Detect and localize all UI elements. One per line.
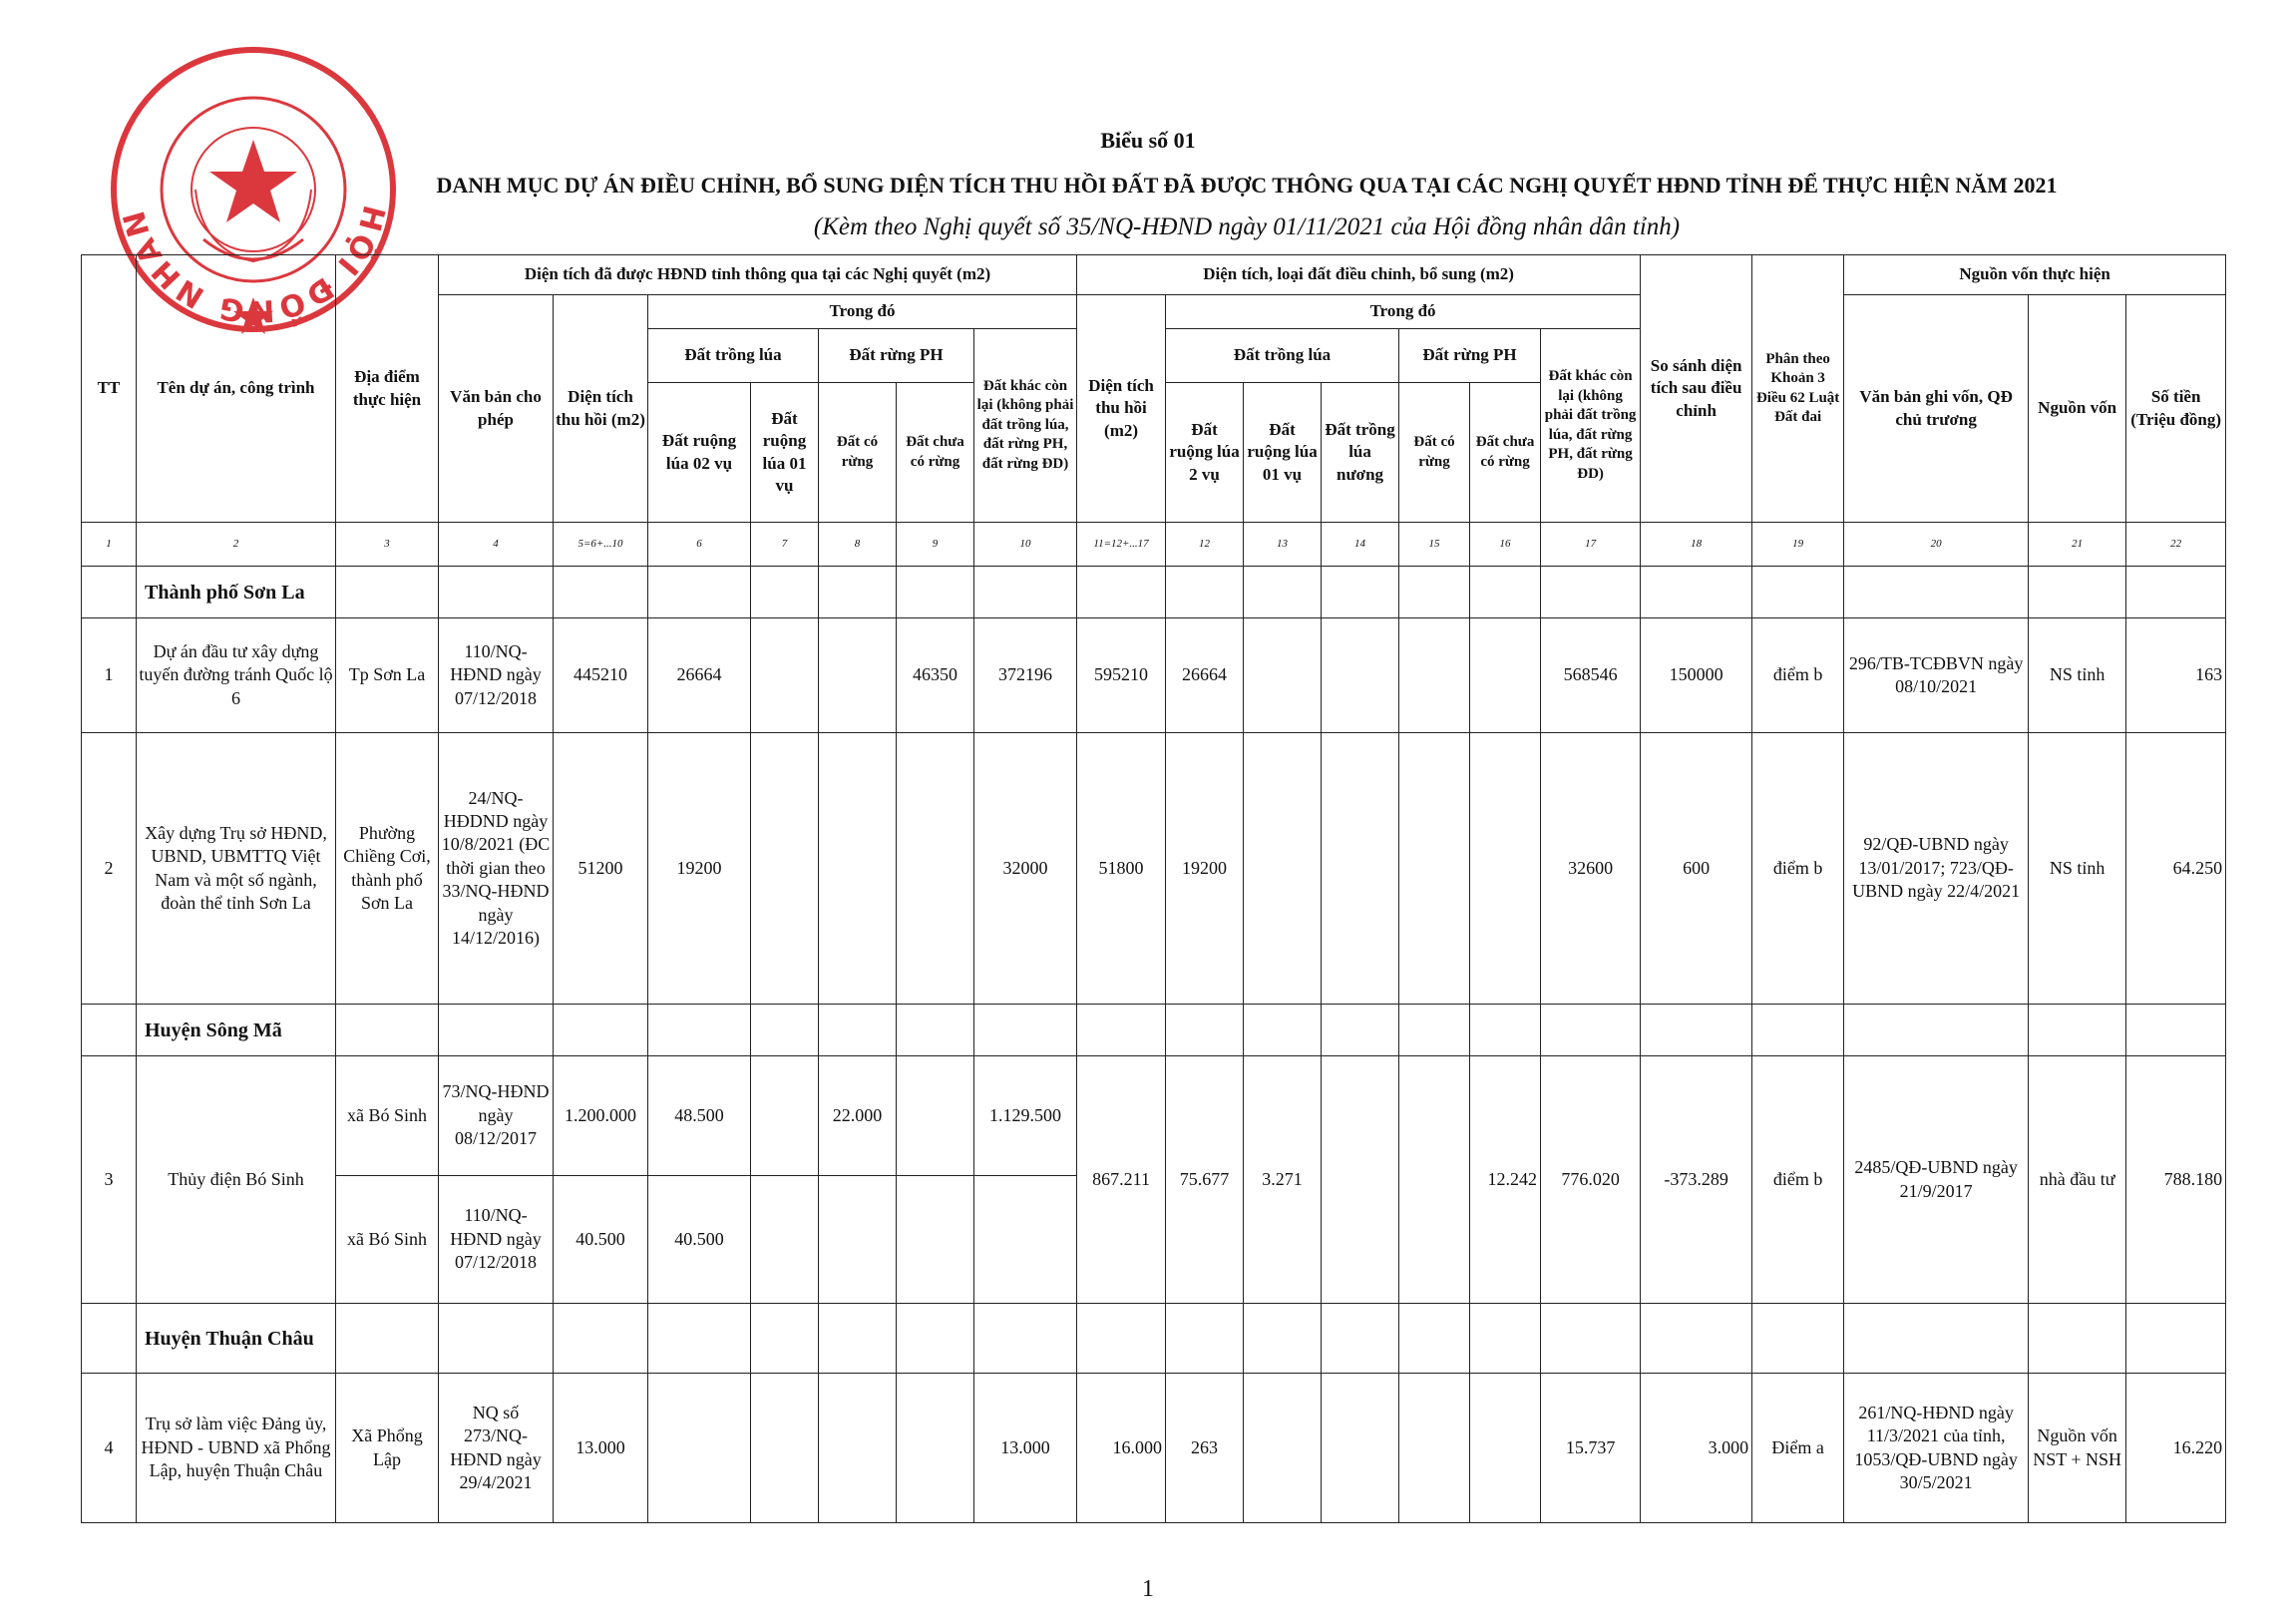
col-capital-source: Nguồn vốn (2029, 295, 2126, 523)
rice1b-cell: 3.271 (1244, 1056, 1322, 1304)
col-num: 1 (82, 523, 137, 567)
rice1-cell (751, 618, 819, 733)
upland-cell (1322, 733, 1399, 1005)
col-area2: Diện tích thu hồi (m2) (1077, 295, 1166, 523)
col-amount: Số tiền (Triệu đồng) (2126, 295, 2226, 523)
table-row (82, 1374, 2226, 1523)
area-cell: 51200 (554, 733, 648, 1005)
forest-cell (819, 1374, 897, 1523)
col-other: Đất khác còn lại (không phải đất trồng lúa, đất rừng PH, đất rừng ĐD) (974, 329, 1077, 523)
col-noforest: Đất chưa có rừng (897, 383, 974, 523)
col-rice1b: Đất ruộng lúa 01 vụ (1244, 383, 1322, 523)
area2-cell: 867.211 (1077, 1056, 1166, 1304)
tt-cell: 3 (82, 1056, 137, 1304)
col-capital-doc: Văn bản ghi vốn, QĐ chủ trương (1844, 295, 2029, 523)
tt-cell: 4 (82, 1374, 137, 1523)
other-cell: 32000 (974, 733, 1077, 1005)
col-classify: Phân theo Khoản 3 Điều 62 Luật Đất đai (1752, 255, 1844, 523)
forest2-cell (1399, 733, 1470, 1005)
permit-cell: 73/NQ-HĐND ngày 08/12/2017 (439, 1056, 554, 1176)
compare-cell: 150000 (1641, 618, 1752, 733)
col-num: 13 (1244, 523, 1322, 567)
svg-text:HỘI ĐỒNG NHÂN DÂN TỈNH SƠN LA: HỘI ĐỒNG NHÂN (116, 202, 392, 329)
col-num: 5=6+...10 (554, 523, 648, 567)
rice-land: Đất trồng lúa (648, 329, 819, 383)
col-num: 20 (1844, 523, 2029, 567)
upland-cell (1322, 1056, 1399, 1304)
col-num: 15 (1399, 523, 1470, 567)
col-location: Địa điểm thực hiện (336, 255, 439, 523)
area2-cell: 595210 (1077, 618, 1166, 733)
rice1b-cell (1244, 618, 1322, 733)
location-cell: Xã Phổng Lập (336, 1374, 439, 1523)
permit-cell: NQ số 273/NQ-HĐND ngày 29/4/2021 (439, 1374, 554, 1523)
other-cell: 1.129.500 (974, 1056, 1077, 1176)
column-number-row (82, 523, 2226, 567)
classify-cell: Điểm a (1752, 1374, 1844, 1523)
other-cell: 372196 (974, 618, 1077, 733)
group-title: Thành phố Sơn La (137, 567, 336, 618)
classify-cell: điểm b (1752, 618, 1844, 733)
col-num: 14 (1322, 523, 1399, 567)
rice2b-cell: 263 (1166, 1374, 1244, 1523)
tt-cell: 1 (82, 618, 137, 733)
rice2b-cell: 75.677 (1166, 1056, 1244, 1304)
rice2-cell: 19200 (648, 733, 751, 1005)
area-cell: 445210 (554, 618, 648, 733)
col-num: 9 (897, 523, 974, 567)
noforest2-cell: 12.242 (1470, 1056, 1541, 1304)
capital-doc-cell: 92/QĐ-UBND ngày 13/01/2017; 723/QĐ-UBND ngày 22/4/2021 (1844, 733, 2029, 1005)
col-forest2: Đất có rừng (1399, 383, 1470, 523)
amount-cell: 163 (2126, 618, 2226, 733)
amount-cell: 16.220 (2126, 1374, 2226, 1523)
project-cell: Thủy điện Bó Sinh (137, 1056, 336, 1304)
area2-cell: 16.000 (1077, 1374, 1166, 1523)
col-num: 7 (751, 523, 819, 567)
col-num: 4 (439, 523, 554, 567)
noforest2-cell (1470, 1374, 1541, 1523)
source-cell: NS tỉnh (2029, 733, 2126, 1005)
col-compare: So sánh diện tích sau điều chỉnh (1641, 255, 1752, 523)
permit-cell: 24/NQ-HĐDND ngày 10/8/2021 (ĐC thời gian theo 33/NQ-HĐND ngày 14/12/2016) (439, 733, 554, 1005)
group-approved: Diện tích đã được HĐND tỉnh thông qua tại các Nghị quyết (m2) (439, 255, 1077, 295)
noforest-cell (897, 1056, 974, 1176)
upland-cell (1322, 1374, 1399, 1523)
project-cell: Xây dựng Trụ sở HĐND, UBND, UBMTTQ Việt Nam và một số ngành, đoàn thể tỉnh Sơn La (137, 733, 336, 1005)
source-cell: nhà đầu tư (2029, 1056, 2126, 1304)
group-adjusted: Diện tích, loại đất điều chỉnh, bổ sung (m2) (1077, 255, 1641, 295)
pf-land: Đất rừng PH (819, 329, 974, 383)
group-row (82, 1304, 2226, 1374)
col-num: 10 (974, 523, 1077, 567)
classify-cell: điểm b (1752, 1056, 1844, 1304)
document-subtitle: (Kèm theo Nghị quyết số 35/NQ-HĐND ngày 01/11/2021 của Hội đồng nhân dân tỉnh) (813, 213, 1681, 240)
amount-cell: 788.180 (2126, 1056, 2226, 1304)
other-cell: 13.000 (974, 1374, 1077, 1523)
noforest2-cell (1470, 733, 1541, 1005)
source-cell: NS tỉnh (2029, 618, 2126, 733)
table-row (82, 733, 2226, 1005)
other2-cell: 32600 (1541, 733, 1641, 1005)
rice2b-cell: 26664 (1166, 618, 1244, 733)
col-upland: Đất trồng lúa nương (1322, 383, 1399, 523)
forest-cell: 22.000 (819, 1056, 897, 1176)
rice2-cell: 26664 (648, 618, 751, 733)
location-cell: Tp Sơn La (336, 618, 439, 733)
col-rice2b: Đất ruộng lúa 2 vụ (1166, 383, 1244, 523)
capital-doc-cell: 296/TB-TCĐBVN ngày 08/10/2021 (1844, 618, 2029, 733)
col-other2: Đất khác còn lại (không phải đất trồng lúa, đất rừng PH, đất rừng ĐD) (1541, 329, 1641, 523)
col-project: Tên dự án, công trình (137, 255, 336, 523)
col-num: 22 (2126, 523, 2226, 567)
col-tt: TT (82, 255, 137, 523)
rice1-cell (751, 1176, 819, 1304)
project-cell: Trụ sở làm việc Đảng ủy, HĐND - UBND xã Phổng Lập, huyện Thuận Châu (137, 1374, 336, 1523)
noforest-cell (897, 1374, 974, 1523)
col-num: 19 (1752, 523, 1844, 567)
area-cell: 1.200.000 (554, 1056, 648, 1176)
document-title: DANH MỤC DỰ ÁN ĐIỀU CHỈNH, BỔ SUNG DIỆN TÍCH THU HỒI ĐẤT ĐÃ ĐƯỢC THÔNG QUA TẠI CÁC NGHỊ QUYẾT HĐND TỈNH ĐỂ THỰC HIỆN NĂM 2021 (436, 173, 2058, 198)
group-title: Huyện Thuận Châu (137, 1304, 336, 1374)
rice2-cell: 40.500 (648, 1176, 751, 1304)
area-cell: 40.500 (554, 1176, 648, 1304)
rice1b-cell (1244, 733, 1322, 1005)
rice2-cell: 48.500 (648, 1056, 751, 1176)
project-cell: Dự án đầu tư xây dựng tuyến đường tránh Quốc lộ 6 (137, 618, 336, 733)
other-cell (974, 1176, 1077, 1304)
other2-cell: 568546 (1541, 618, 1641, 733)
forest2-cell (1399, 1056, 1470, 1304)
location-cell: xã Bó Sinh (336, 1176, 439, 1304)
compare-cell: -373.289 (1641, 1056, 1752, 1304)
col-num: 3 (336, 523, 439, 567)
col-rice2: Đất ruộng lúa 02 vụ (648, 383, 751, 523)
source-cell: Nguồn vốn NST + NSH (2029, 1374, 2126, 1523)
other2-cell: 15.737 (1541, 1374, 1641, 1523)
area2-cell: 51800 (1077, 733, 1166, 1005)
rice1b-cell (1244, 1374, 1322, 1523)
rice-land2: Đất trồng lúa (1166, 329, 1399, 383)
noforest-cell: 46350 (897, 618, 974, 733)
table-row (82, 1056, 2226, 1176)
rice1-cell (751, 1056, 819, 1176)
forest2-cell (1399, 618, 1470, 733)
col-area: Diện tích thu hồi (m2) (554, 295, 648, 523)
group-title: Huyện Sông Mã (137, 1005, 336, 1056)
location-cell: Phường Chiềng Cơi, thành phố Sơn La (336, 733, 439, 1005)
col-num: 2 (137, 523, 336, 567)
classify-cell: điểm b (1752, 733, 1844, 1005)
location-cell: xã Bó Sinh (336, 1056, 439, 1176)
page-number: 1 (1142, 1576, 1154, 1602)
col-num: 18 (1641, 523, 1752, 567)
table-row (82, 618, 2226, 733)
col-num: 12 (1166, 523, 1244, 567)
pf-land2: Đất rừng PH (1399, 329, 1541, 383)
col-forest: Đất có rừng (819, 383, 897, 523)
project-table (81, 254, 2226, 1523)
upland-cell (1322, 618, 1399, 733)
col-num: 6 (648, 523, 751, 567)
of-which: Trong đó (648, 295, 1077, 329)
rice1-cell (751, 733, 819, 1005)
form-number: Biểu số 01 (1100, 128, 1196, 153)
noforest-cell (897, 733, 974, 1005)
forest-cell (819, 1176, 897, 1304)
permit-cell: 110/NQ-HĐND ngày 07/12/2018 (439, 618, 554, 733)
rice2-cell (648, 1374, 751, 1523)
compare-cell: 600 (1641, 733, 1752, 1005)
amount-cell: 64.250 (2126, 733, 2226, 1005)
col-num: 11=12+...17 (1077, 523, 1166, 567)
permit-cell: 110/NQ-HĐND ngày 07/12/2018 (439, 1176, 554, 1304)
rice2b-cell: 19200 (1166, 733, 1244, 1005)
col-num: 21 (2029, 523, 2126, 567)
forest-cell (819, 733, 897, 1005)
group-row (82, 567, 2226, 618)
col-num: 17 (1541, 523, 1641, 567)
group-funding: Nguồn vốn thực hiện (1844, 255, 2226, 295)
col-noforest2: Đất chưa có rừng (1470, 383, 1541, 523)
group-row (82, 1005, 2226, 1056)
noforest2-cell (1470, 618, 1541, 733)
forest2-cell (1399, 1374, 1470, 1523)
other2-cell: 776.020 (1541, 1056, 1641, 1304)
col-rice1: Đất ruộng lúa 01 vụ (751, 383, 819, 523)
tt-cell: 2 (82, 733, 137, 1005)
noforest-cell (897, 1176, 974, 1304)
capital-doc-cell: 261/NQ-HĐND ngày 11/3/2021 của tỉnh, 1053/QĐ-UBND ngày 30/5/2021 (1844, 1374, 2029, 1523)
of-which2: Trong đó (1166, 295, 1641, 329)
col-num: 16 (1470, 523, 1541, 567)
area-cell: 13.000 (554, 1374, 648, 1523)
capital-doc-cell: 2485/QĐ-UBND ngày 21/9/2017 (1844, 1056, 2029, 1304)
forest-cell (819, 618, 897, 733)
rice1-cell (751, 1374, 819, 1523)
compare-cell: 3.000 (1641, 1374, 1752, 1523)
col-permit: Văn bản cho phép (439, 295, 554, 523)
col-num: 8 (819, 523, 897, 567)
